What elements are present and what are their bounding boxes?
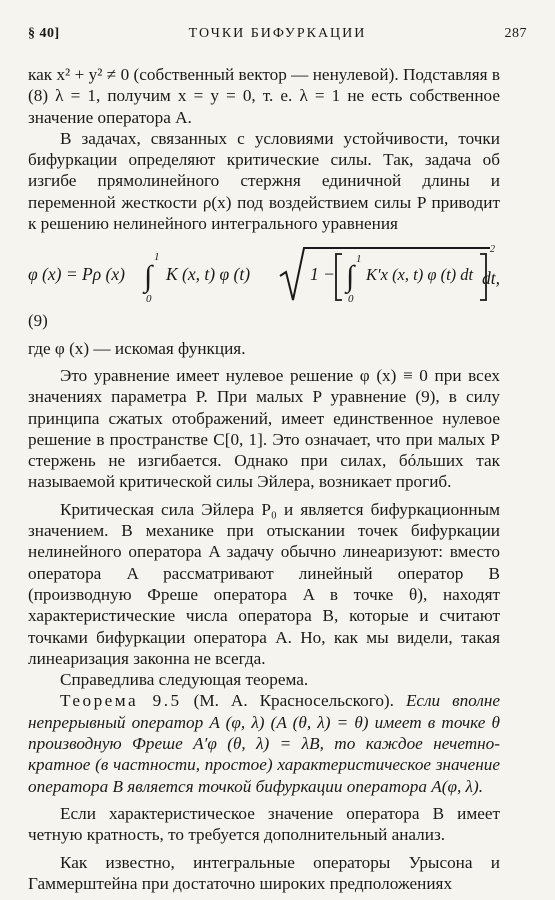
equation-number: (9) <box>28 311 48 331</box>
int-lower-2: 0 <box>348 293 354 306</box>
int-upper-2: 1 <box>356 253 362 266</box>
theorem-label: Теорема 9.5 <box>60 691 182 711</box>
eq-lhs: φ (x) = Pρ (x) <box>28 264 125 285</box>
running-header <box>28 26 527 46</box>
running-title: ТОЧКИ БИФУРКАЦИИ <box>188 26 367 41</box>
integral-sign-2: ∫ <box>346 260 355 294</box>
section-marker: § 40] <box>28 26 60 41</box>
int-upper-1: 1 <box>154 251 160 264</box>
integral-sign: ∫ <box>144 260 153 294</box>
int-lower-1: 0 <box>146 293 152 306</box>
integral-equation <box>28 242 500 308</box>
paragraph-continuation: как x² + y² ≠ 0 (собственный вектор — ненулевой). Подставляя в (8) λ = 1, получим x = y = 0, т. е. λ = 1 не есть собственное значение оператора A. <box>28 65 500 127</box>
paragraph-critical-forces: В задачах, связанных с условиями устойчивости, точки бифуркации определяют критические силы. Так, задача об изгибе прямолинейного стержня единичной длины и переменной жесткости ρ(x) под воздействием силы P приводит к решению нелинейного интегрального уравнения <box>28 128 500 234</box>
eq-one-minus: 1 − <box>310 264 335 285</box>
paragraph-euler-force: Критическая сила Эйлера P₀ и является бифуркационным значением. В механике при отыскании точек бифуркации нелинейного оператора A задачу обычно линеаризуют: вместо оператора A рассматривают линейный оператор B (производную Фреше оператора A в точке θ), находят характеристические числа оператора B, которые и считают точками бифуркации оператора A. Но, как мы видели, такая линеаризация законна не всегда. <box>28 499 500 668</box>
left-bracket <box>336 254 342 300</box>
theorem-statement: Если вполне непрерывный оператор A (φ, λ) (A (θ, λ) = θ) имеет в точке θ производную Фреше A′φ (θ, λ) = λB, то каждое нечетно-кратное (в частности, простое) характеристическое значение оператора B является точкой бифуркации оператора A(φ, λ). <box>28 691 500 796</box>
theorem-block <box>28 690 500 796</box>
paragraph-even-multiplicity: Если характеристическое значение оператора B имеет четную кратность, то требуется дополнительный анализ. <box>28 803 500 845</box>
page-body <box>28 64 500 894</box>
eq-exponent: 2 <box>490 244 495 256</box>
eq-integrand-1: K (x, t) φ (t) <box>166 264 251 285</box>
paragraph-theorem-intro: Справедлива следующая теорема. <box>60 670 309 690</box>
paragraph-where: где φ (x) — искомая функция. <box>28 338 246 358</box>
paragraph-urysohn: Как известно, интегральные операторы Урысона и Гаммерштейна при достаточно широких предположениях <box>28 852 500 893</box>
page-number: 287 <box>504 26 527 41</box>
eq-integrand-2: K′x (x, t) φ (t) dt <box>366 265 474 285</box>
theorem-author: (М. А. Красносельского). <box>193 691 394 711</box>
eq-tail: dt, <box>482 268 500 289</box>
paragraph-zero-solution: Это уравнение имеет нулевое решение φ (x) ≡ 0 при всех значениях параметра P. При малых P уравнение (9), в силу принципа сжатых отображений, имеет единственное нулевое решение в пространстве C[0, 1]. Это означает, что при малых P стержень не изгибается. Однако при силах, бóльших так называемой критической силы Эйлера, возникает прогиб. <box>28 365 500 492</box>
equation-graphic <box>28 242 500 308</box>
